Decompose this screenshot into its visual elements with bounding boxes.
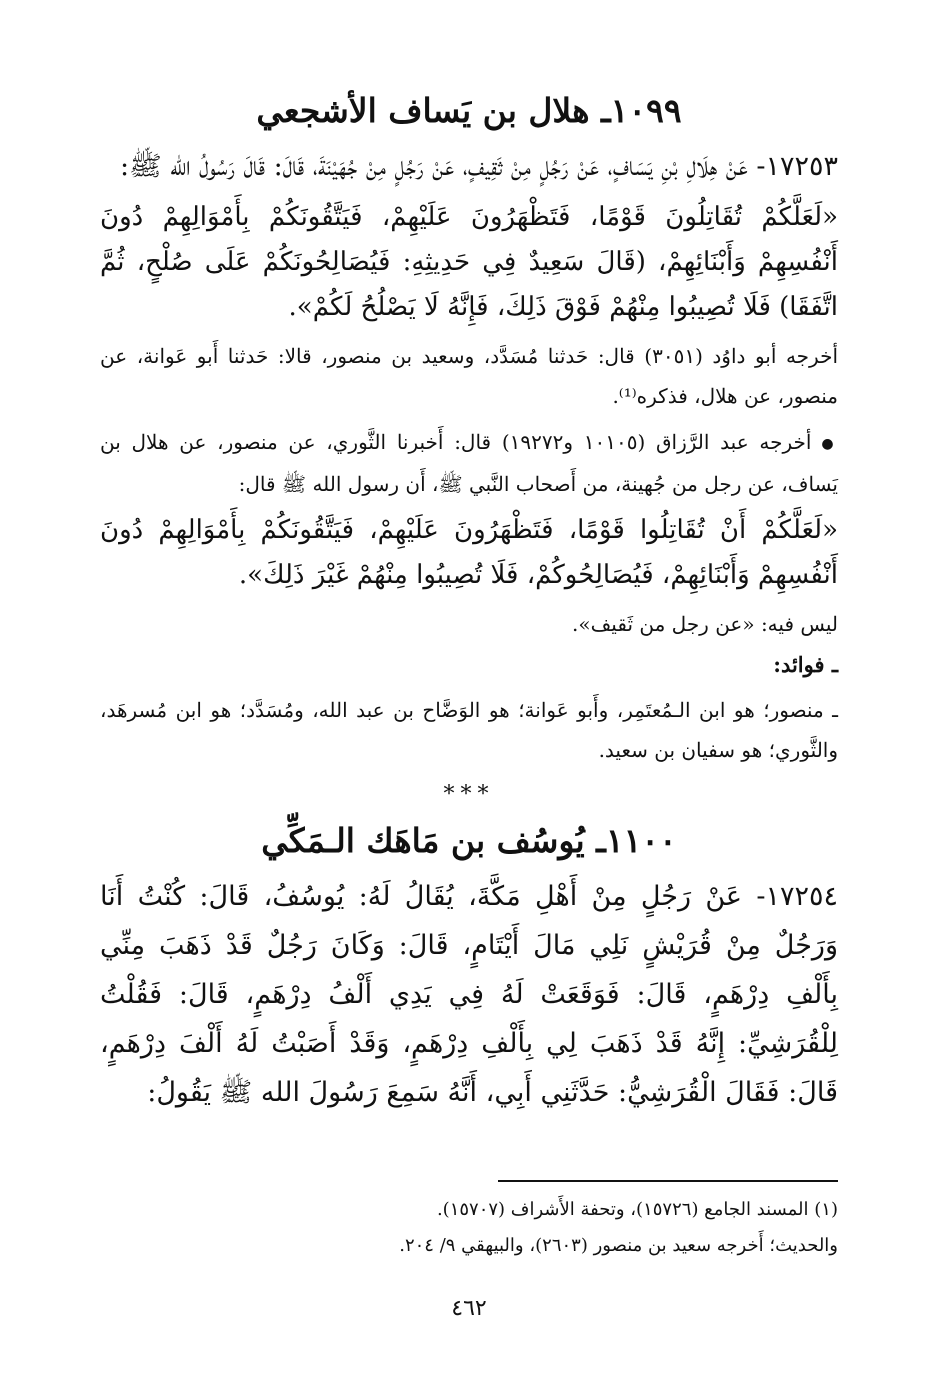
hadith-17253-matn: «لَعَلَّكُمْ تُقَاتِلُونَ قَوْمًا، فَتَظْهَرُونَ عَلَيْهِمْ، فَيَتَّقُونَكُمْ بِأَمْوَالِهِمْ دُونَ أَنْفُسِهِمْ وَأَبْنَائِهِمْ، (قَالَ سَعِيدٌ فِي حَدِيثِهِ: فَيُصَالِحُونَكُمْ عَلَى صُلْحٍ، ثُمَّ اتَّفَقَا) فَلَا تُصِيبُوا مِنْهُمْ فَوْقَ ذَلِكَ، فَإِنَّهُ لَا يَصْلُحُ لَكُمْ». <box>100 202 838 322</box>
footnote-divider <box>498 1180 838 1182</box>
footnote-2: والحديث؛ أَخرجه سعيد بن منصور (٢٦٠٣)، والبيهقي ٩/ ٢٠٤. <box>399 1235 838 1256</box>
takhrij-abd-al-razzaq-matn: «لَعَلَّكُمْ أَنْ تُقَاتِلُوا قَوْمًا، فَتَظْهَرُونَ عَلَيْهِمْ، فَيَتَّقُونَكُمْ بِأَمْوَالِهِمْ دُونَ أَنْفُسِهِمْ وَأَبْنَائِهِمْ، فَيُصَالِحُوكُمْ، فَلَا تُصِيبُوا مِنْهُمْ غَيْرَ ذَلِكَ». <box>100 514 838 590</box>
section-separator: *** <box>443 781 495 807</box>
footnote-1: (١) المسند الجامع (١٥٧٢٦)، وتحفة الأَشراف (١٥٧٠٧). <box>436 1199 838 1220</box>
main-content <box>100 88 838 1117</box>
laysa-fih-note: ليس فيه: «عن رجل من ثَقيف». <box>572 611 838 636</box>
takhrij-abu-dawud: أخرجه أبو داوُد (٣٠٥١) قال: حَدثنا مُسَدَّد، وسعيد بن منصور، قالا: حَدثنا أَبو عَوانة، عن منصور، عن هلال، فذكره⁽¹⁾. <box>100 344 839 408</box>
takhrij-abd-al-razzaq: ● أخرجه عبد الرَّزاق (١٠١٠٥ و١٩٢٧٢) قال: أَخبرنا الثَّوري، عن منصور، عن هلال بن يَساف، عن رجل من جُهينة، من أَصحاب النَّبي ﷺ، أَن رسول الله ﷺ قال: <box>100 422 838 504</box>
section-heading-1100: ١١٠٠ـ يُوسُف بن مَاهَك الـمَكِّي <box>261 820 677 860</box>
hadith-17253: ١٧٢٥٣- عَنْ هِلَالِ بْنِ يَسَافٍ، عَنْ رَجُلٍ مِنْ ثَقِيفٍ، عَنْ رَجُلٍ مِنْ جُهَيْنَةَ، قَالَ: قَالَ رَسُولُ الله ﷺ: <box>120 151 838 182</box>
section-heading-1099: ١٠٩٩ـ هلال بن يَساف الأشجعي <box>256 91 682 130</box>
footnotes <box>100 1192 838 1264</box>
fawaid-title: ـ فوائد: <box>773 651 838 677</box>
hadith-17254: ١٧٢٥٤- عَنْ رَجُلٍ مِنْ أَهْلِ مَكَّةَ، يُقَالُ لَهُ: يُوسُفُ، قَالَ: كُنْتُ أَنَا وَرَجُلٌ مِنْ قُرَيْشٍ نَلِي مَالَ أَيْتَامٍ، قَالَ: وَكَانَ رَجُلٌ قَدْ ذَهَبَ مِنِّي بِأَلْفِ دِرْهَمٍ، قَالَ: فَوَقَعَتْ لَهُ فِي يَدِي أَلْفُ دِرْهَمٍ، قَالَ: فَقُلْتُ لِلْقُرَشِيِّ: إِنَّهُ قَدْ ذَهَبَ لِي بِأَلْفِ دِرْهَمٍ، وَقَدْ أَصَبْتُ لَهُ أَلْفَ دِرْهَمٍ، قَالَ: فَقَالَ الْقُرَشِيُّ: حَدَّثَنِي أَبِي، أَنَّهُ سَمِعَ رَسُولَ الله ﷺ يَقُولُ: <box>100 880 838 1108</box>
fawaid-text: ـ منصور؛ هو ابن الـمُعتَمِر، وأَبو عَوانة؛ هو الوَضَّاح بن عبد الله، ومُسَدَّد؛ هو ابن مُسرهَد، والثَّوري؛ هو سفيان بن سعيد. <box>100 697 838 762</box>
page-number: ٤٦٢ <box>451 1296 487 1321</box>
